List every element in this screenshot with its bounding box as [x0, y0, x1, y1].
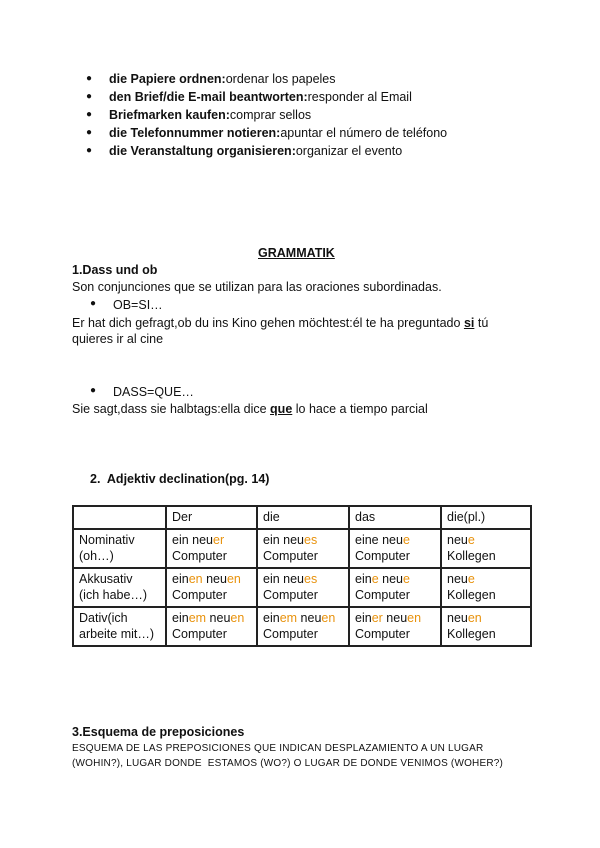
case-name: Dativ(ich	[79, 611, 128, 625]
table-header-cell: die(pl.)	[441, 506, 531, 529]
declension-cell	[257, 607, 349, 646]
dass-example-text-end: lo hace a tiempo parcial	[292, 402, 428, 416]
vocab-item	[86, 142, 447, 160]
adjective-ending: en	[321, 611, 336, 625]
adjective-ending: e	[467, 533, 475, 547]
vocab-translation: ordenar los papeles	[225, 72, 336, 86]
adjective: neu	[378, 572, 403, 586]
article-ending: em	[279, 611, 298, 625]
case-name: Akkusativ	[79, 572, 133, 586]
article: ein	[172, 611, 189, 625]
vocab-item	[86, 70, 447, 88]
declension-cell	[441, 568, 531, 607]
vocab-item	[86, 124, 447, 142]
ob-example-text: Er hat dich gefragt,ob du ins Kino gehen möchtest:él te ha preguntado	[72, 316, 464, 330]
dass-example-text: Sie sagt,dass sie halbtags:ella dice	[72, 402, 271, 416]
vocab-term: die Telefonnummer notieren:	[109, 126, 281, 140]
declension-cell	[257, 529, 349, 568]
table-header-cell: das	[349, 506, 441, 529]
adjective: neu	[297, 611, 322, 625]
adjective: neu	[447, 533, 468, 547]
vocab-term: den Brief/die E-mail beantworten:	[109, 90, 308, 104]
adjective: neu	[202, 572, 227, 586]
adjective-ending: en	[407, 611, 422, 625]
noun: Computer	[172, 588, 227, 602]
grammatik-title: GRAMMATIK	[258, 246, 335, 260]
table-header-row	[73, 506, 531, 529]
adjective-ending: e	[402, 572, 410, 586]
noun: Computer	[172, 627, 227, 641]
section1-intro: Son conjunciones que se utilizan para las oraciones subordinadas.	[72, 280, 442, 294]
article: ein	[172, 572, 189, 586]
adjective: neu	[382, 533, 403, 547]
adjective: neu	[447, 572, 468, 586]
vocab-translation: apuntar el número de teléfono	[280, 126, 448, 140]
adjective: neu	[382, 611, 408, 625]
case-hint: (oh…)	[79, 549, 114, 563]
table-header-cell: Der	[166, 506, 257, 529]
ob-example	[72, 316, 488, 330]
dass-highlight: que	[270, 402, 293, 416]
article: ein	[263, 611, 280, 625]
case-cell	[73, 529, 166, 568]
vocab-term: die Veranstaltung organisieren:	[109, 144, 296, 158]
declension-cell	[257, 568, 349, 607]
article-ending: er	[371, 611, 383, 625]
vocab-translation: comprar sellos	[229, 108, 312, 122]
declension-cell	[349, 568, 441, 607]
article: ein	[172, 533, 193, 547]
section3-heading: 3.Esquema de preposiciones	[72, 725, 245, 739]
dass-example	[72, 402, 428, 416]
vocab-translation: organizar el evento	[295, 144, 403, 158]
ob-example-text-end: tú	[474, 316, 489, 330]
article: ein	[355, 572, 372, 586]
declension-cell	[441, 529, 531, 568]
adjective: neu	[283, 572, 305, 586]
noun: Computer	[172, 549, 227, 563]
vocabulary-list	[86, 70, 447, 160]
adjective-ending: en	[467, 611, 482, 625]
adjective-ending: en	[226, 572, 241, 586]
case-hint: arbeite mit…)	[79, 627, 155, 641]
article-ending: em	[188, 611, 207, 625]
table-header-cell: die	[257, 506, 349, 529]
noun: Computer	[263, 588, 318, 602]
vocab-term: Briefmarken kaufen:	[109, 108, 230, 122]
adjective: neu	[283, 533, 305, 547]
vocab-term: die Papiere ordnen:	[109, 72, 226, 86]
article: ein	[263, 572, 284, 586]
vocab-translation: responder al Email	[307, 90, 412, 104]
section2-heading: 2. Adjektiv declination(pg. 14)	[90, 472, 270, 486]
table-row	[73, 607, 531, 646]
table-row	[73, 529, 531, 568]
declension-cell	[349, 529, 441, 568]
adjective-ending: e	[402, 533, 410, 547]
noun: Computer	[355, 549, 410, 563]
declension-table	[72, 505, 532, 647]
vocab-item	[86, 88, 447, 106]
table-row	[73, 568, 531, 607]
ob-bullet: ● OB=SI…	[90, 298, 163, 312]
noun: Kollegen	[447, 549, 496, 563]
noun: Computer	[263, 549, 318, 563]
ob-example-line2: quieres ir al cine	[72, 332, 164, 346]
adjective-ending: es	[304, 533, 318, 547]
case-cell	[73, 607, 166, 646]
adjective: neu	[447, 611, 468, 625]
dass-bullet: ● DASS=QUE…	[90, 385, 194, 399]
noun: Kollegen	[447, 588, 496, 602]
article: eine	[355, 533, 383, 547]
declension-cell	[166, 529, 257, 568]
article-ending: e	[371, 572, 379, 586]
adjective-ending: es	[304, 572, 318, 586]
adjective: neu	[206, 611, 231, 625]
article: ein	[263, 533, 284, 547]
case-cell	[73, 568, 166, 607]
article-ending: en	[188, 572, 203, 586]
adjective-ending: e	[467, 572, 475, 586]
adjective-ending: en	[230, 611, 245, 625]
adjective-ending: er	[213, 533, 225, 547]
vocab-item	[86, 106, 447, 124]
section3-line2: (WOHIN?), LUGAR DONDE ESTAMOS (WO?) O LUGAR DE DONDE VENIMOS (WOHER?)	[72, 758, 504, 769]
noun: Computer	[355, 627, 410, 641]
case-name: Nominativ	[79, 533, 135, 547]
noun: Computer	[355, 588, 410, 602]
table-header-cell	[73, 506, 166, 529]
adjective: neu	[192, 533, 214, 547]
noun: Kollegen	[447, 627, 496, 641]
declension-cell	[166, 607, 257, 646]
section1-heading: 1.Dass und ob	[72, 263, 158, 277]
ob-highlight: si	[463, 316, 475, 330]
declension-cell	[349, 607, 441, 646]
declension-cell	[441, 607, 531, 646]
article: ein	[355, 611, 372, 625]
declension-cell	[166, 568, 257, 607]
noun: Computer	[263, 627, 318, 641]
section3-line1: ESQUEMA DE LAS PREPOSICIONES QUE INDICAN DESPLAZAMIENTO A UN LUGAR	[72, 743, 484, 754]
case-hint: (ich habe…)	[79, 588, 148, 602]
